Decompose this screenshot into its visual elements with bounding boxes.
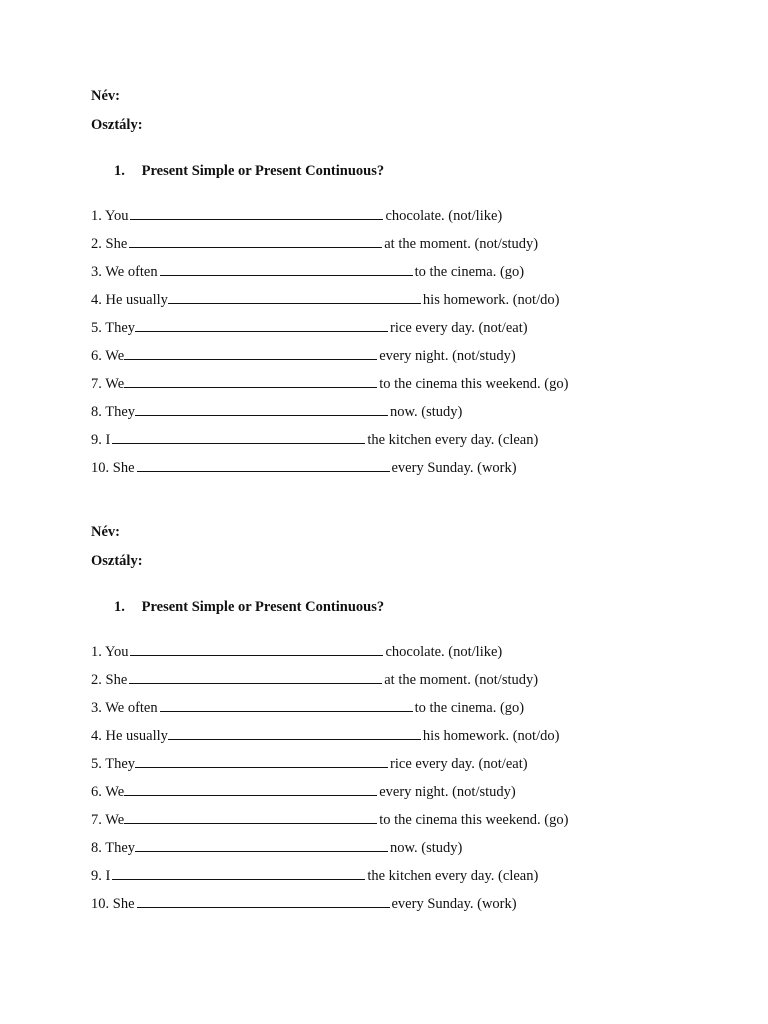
item-prefix: 7. We <box>91 812 125 828</box>
item-suffix: every night. (not/study) <box>379 348 516 364</box>
item-prefix: 1. You <box>91 644 129 660</box>
exercise-item <box>91 402 731 422</box>
exercise-item <box>91 698 731 718</box>
answer-blank[interactable] <box>135 319 388 332</box>
answer-blank[interactable] <box>129 671 382 684</box>
item-prefix: 9. I <box>91 432 111 448</box>
item-prefix: 1. You <box>91 208 129 224</box>
exercise-item <box>91 458 731 478</box>
answer-blank[interactable] <box>137 895 390 908</box>
exercise-item <box>91 318 731 338</box>
item-suffix: now. (study) <box>390 404 463 420</box>
exercise-title: Present Simple or Present Continuous? <box>141 163 385 179</box>
exercise-item <box>91 290 731 310</box>
item-suffix: to the cinema this weekend. (go) <box>379 376 569 392</box>
item-prefix: 9. I <box>91 868 111 884</box>
item-suffix: to the cinema this weekend. (go) <box>379 812 569 828</box>
item-prefix: 3. We often <box>91 700 158 716</box>
exercise-item <box>91 670 731 690</box>
exercise-item <box>91 866 731 886</box>
answer-blank[interactable] <box>168 727 421 740</box>
answer-blank[interactable] <box>137 459 390 472</box>
item-prefix: 6. We <box>91 348 125 364</box>
exercise-number: 1. <box>114 599 125 615</box>
answer-blank[interactable] <box>160 699 413 712</box>
exercise-item <box>91 894 731 914</box>
item-prefix: 8. They <box>91 840 136 856</box>
exercise-heading <box>114 161 731 181</box>
item-prefix: 7. We <box>91 376 125 392</box>
item-prefix: 2. She <box>91 672 128 688</box>
class-label: Osztály: <box>91 117 143 133</box>
exercise-item <box>91 430 731 450</box>
item-suffix: to the cinema. (go) <box>414 700 525 716</box>
item-suffix: the kitchen every day. (clean) <box>367 432 539 448</box>
item-prefix: 2. She <box>91 236 128 252</box>
worksheet <box>91 522 731 922</box>
item-suffix: the kitchen every day. (clean) <box>367 868 539 884</box>
answer-blank[interactable] <box>130 643 383 656</box>
item-suffix: at the moment. (not/study) <box>384 236 539 252</box>
worksheet <box>91 86 731 486</box>
answer-blank[interactable] <box>124 375 377 388</box>
exercise-item <box>91 838 731 858</box>
exercise-item <box>91 642 731 662</box>
item-prefix: 5. They <box>91 320 136 336</box>
item-suffix: at the moment. (not/study) <box>384 672 539 688</box>
exercise-item <box>91 754 731 774</box>
answer-blank[interactable] <box>112 867 365 880</box>
item-suffix: his homework. (not/do) <box>422 728 560 744</box>
exercise-item <box>91 262 731 282</box>
exercise-title: Present Simple or Present Continuous? <box>141 599 385 615</box>
answer-blank[interactable] <box>130 207 383 220</box>
item-suffix: rice every day. (not/eat) <box>390 320 528 336</box>
answer-blank[interactable] <box>160 263 413 276</box>
item-prefix: 6. We <box>91 784 125 800</box>
exercise-items <box>91 206 731 478</box>
answer-blank[interactable] <box>112 431 365 444</box>
class-label: Osztály: <box>91 553 143 569</box>
answer-blank[interactable] <box>135 755 388 768</box>
exercise-heading <box>114 597 731 617</box>
item-suffix: now. (study) <box>390 840 463 856</box>
exercise-item <box>91 206 731 226</box>
exercise-item <box>91 346 731 366</box>
exercise-items <box>91 642 731 914</box>
exercise-item <box>91 782 731 802</box>
item-suffix: every Sunday. (work) <box>391 460 517 476</box>
item-suffix: chocolate. (not/like) <box>385 208 503 224</box>
exercise-item <box>91 234 731 254</box>
item-suffix: his homework. (not/do) <box>422 292 560 308</box>
item-prefix: 10. She <box>91 896 135 912</box>
item-suffix: rice every day. (not/eat) <box>390 756 528 772</box>
answer-blank[interactable] <box>129 235 382 248</box>
answer-blank[interactable] <box>168 291 421 304</box>
item-suffix: to the cinema. (go) <box>414 264 525 280</box>
item-prefix: 8. They <box>91 404 136 420</box>
name-label: Név: <box>91 524 120 540</box>
name-label: Név: <box>91 88 120 104</box>
answer-blank[interactable] <box>124 811 377 824</box>
answer-blank[interactable] <box>135 403 388 416</box>
answer-blank[interactable] <box>135 839 388 852</box>
exercise-item <box>91 810 731 830</box>
answer-blank[interactable] <box>124 347 377 360</box>
item-suffix: every night. (not/study) <box>379 784 516 800</box>
item-prefix: 4. He usually <box>91 728 168 744</box>
exercise-item <box>91 374 731 394</box>
item-prefix: 3. We often <box>91 264 158 280</box>
item-prefix: 4. He usually <box>91 292 168 308</box>
item-suffix: chocolate. (not/like) <box>385 644 503 660</box>
exercise-item <box>91 726 731 746</box>
item-suffix: every Sunday. (work) <box>391 896 517 912</box>
exercise-number: 1. <box>114 163 125 179</box>
item-prefix: 5. They <box>91 756 136 772</box>
item-prefix: 10. She <box>91 460 135 476</box>
answer-blank[interactable] <box>124 783 377 796</box>
